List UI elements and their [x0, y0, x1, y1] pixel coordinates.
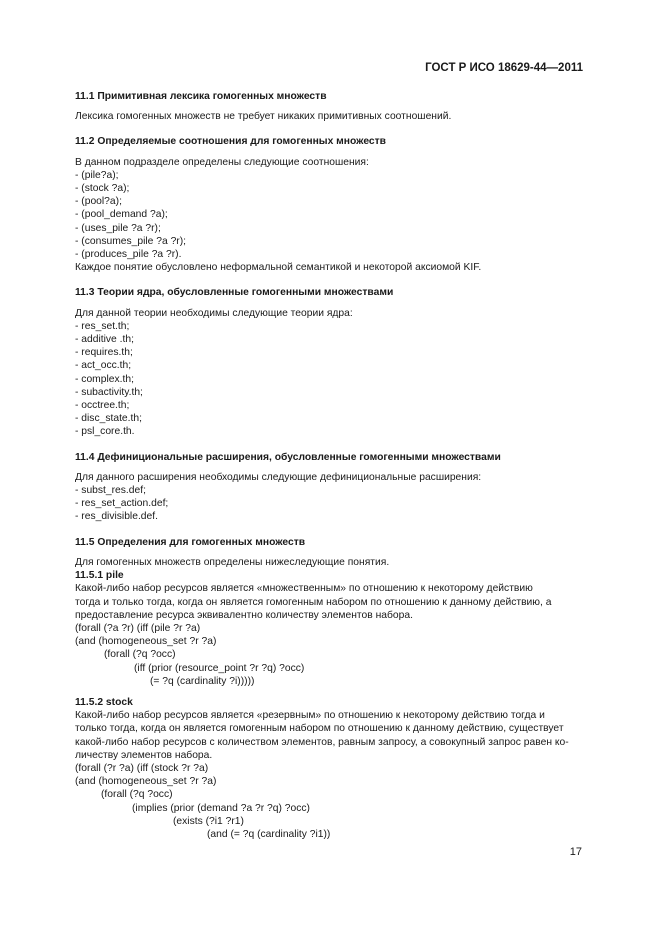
code-line: (and (homogeneous_set ?r ?a) — [75, 776, 217, 788]
paragraph-line: тогда и только тогда, когда он является гомогенным набором по отношению к данному действию, а — [75, 596, 552, 608]
section-11-3-intro: Для данной теории необходимы следующие теории ядра: — [75, 307, 353, 319]
code-line: (iff (prior (resource_point ?r ?q) ?occ) — [134, 662, 305, 674]
list-item: - complex.th; — [75, 373, 134, 385]
paragraph-line: личеству элементов набора. — [75, 749, 213, 761]
section-11-5-heading: 11.5 Определения для гомогенных множеств — [75, 536, 306, 548]
section-11-5-2-heading: 11.5.2 stock — [75, 696, 133, 708]
code-line: (forall (?r ?a) (iff (stock ?r ?a) — [75, 762, 209, 774]
list-item: - occtree.th; — [75, 400, 130, 412]
list-item: - psl_core.th. — [75, 426, 135, 438]
paragraph-line: Какой-либо набор ресурсов является «резервным» по отношению к некоторому действию тогда и — [75, 710, 545, 722]
section-11-4-heading: 11.4 Дефинициональные расширения, обусловленные гомогенными множествами — [75, 451, 501, 463]
list-item: - res_set.th; — [75, 320, 130, 332]
document-body — [75, 90, 585, 841]
section-11-2-outro: Каждое понятие обусловлено неформальной семантикой и некоторой аксиомой KIF. — [75, 262, 482, 274]
section-11-2-heading: 11.2 Определяемые соотношения для гомогенных множеств — [75, 136, 387, 148]
paragraph-line: Какой-либо набор ресурсов является «множественным» по отношению к некоторому действию — [75, 583, 533, 595]
section-11-1-text: Лексика гомогенных множеств не требует никаких примитивных соотношений. — [75, 111, 452, 123]
list-item: - (stock ?a); — [75, 183, 130, 195]
list-item: - res_divisible.def. — [75, 511, 158, 523]
list-item: - (pool?a); — [75, 196, 122, 208]
section-11-1-heading: 11.1 Примитивная лексика гомогенных множеств — [75, 91, 327, 102]
code-line: (implies (prior (demand ?a ?r ?q) ?occ) — [132, 802, 310, 814]
list-item: - act_occ.th; — [75, 360, 132, 372]
code-line: (and (= ?q (cardinality ?i1)) — [207, 828, 331, 840]
list-item: - (consumes_pile ?a ?r); — [75, 235, 187, 247]
paragraph-line: предоставление ресурса эквивалентно количеству элементов набора. — [75, 609, 413, 621]
paragraph-line: только тогда, когда он является гомогенным набором по отношению к данному действию, существует — [75, 723, 564, 735]
list-item: - additive .th; — [75, 334, 134, 346]
document-header: ГОСТ Р ИСО 18629-44—2011 — [425, 62, 583, 74]
list-item: - subactivity.th; — [75, 386, 143, 398]
list-item: - disc_state.th; — [75, 413, 142, 425]
paragraph-line: какой-либо набор ресурсов с количеством элементов, равным запросу, а совокупный запрос равен ко- — [75, 736, 569, 748]
code-line: (exists (?i1 ?r1) — [173, 815, 244, 827]
section-11-5-intro: Для гомогенных множеств определены нижеследующие понятия. — [75, 556, 390, 568]
list-item: - subst_res.def; — [75, 485, 146, 497]
page-number: 17 — [569, 846, 582, 858]
section-11-5-1-heading: 11.5.1 pile — [75, 570, 124, 582]
code-line: (forall (?q ?occ) — [101, 789, 173, 801]
section-11-3-heading: 11.3 Теории ядра, обусловленные гомогенными множествами — [75, 287, 394, 299]
code-line: (forall (?a ?r) (iff (pile ?r ?a) — [75, 622, 201, 634]
code-line: (and (homogeneous_set ?r ?a) — [75, 636, 217, 648]
list-item: - (uses_pile ?a ?r); — [75, 222, 161, 234]
kif-axiom-pile — [75, 622, 585, 688]
code-line: (forall (?q ?occ) — [104, 649, 176, 661]
kif-axiom-stock — [75, 762, 585, 841]
list-item: - res_set_action.def; — [75, 498, 169, 510]
list-item: - requires.th; — [75, 347, 133, 359]
code-line: (= ?q (cardinality ?i))))) — [150, 675, 255, 687]
list-item: - (pile?a); — [75, 169, 119, 181]
list-item: - (pool_demand ?a); — [75, 209, 168, 221]
section-11-2-intro: В данном подразделе определены следующие соотношения: — [75, 156, 369, 168]
section-11-4-intro: Для данного расширения необходимы следующие дефинициональные расширения: — [75, 471, 482, 483]
list-item: - (produces_pile ?a ?r). — [75, 249, 182, 261]
